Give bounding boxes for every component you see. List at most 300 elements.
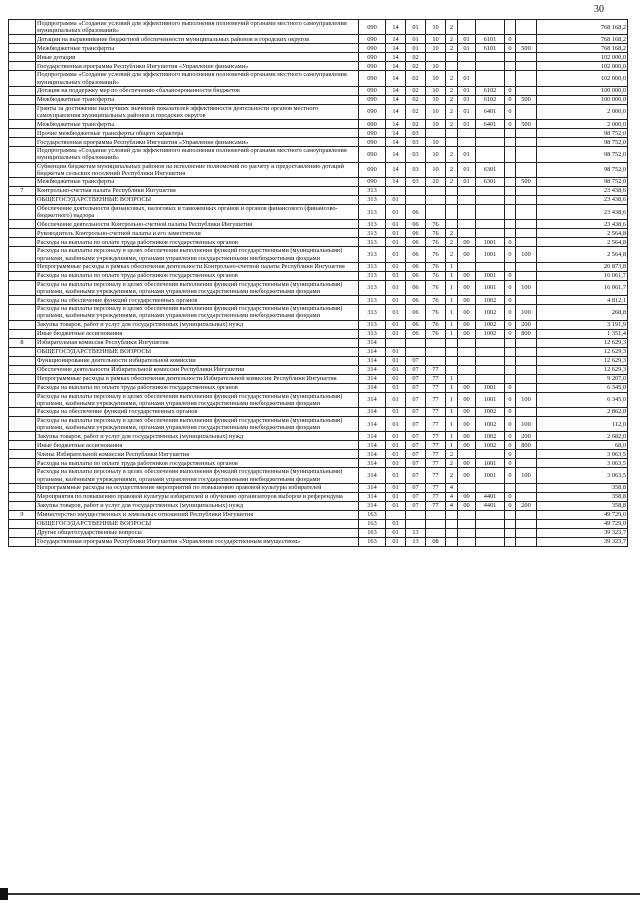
row-target-subprogram bbox=[446, 510, 458, 519]
row-target-program bbox=[426, 338, 446, 347]
row-name: Контрольно-счетная палата Республики Ингушетия bbox=[36, 187, 359, 196]
row-ministry-code: 313 bbox=[359, 271, 386, 280]
row-section-code: 01 bbox=[386, 305, 406, 320]
table-row bbox=[9, 196, 628, 205]
row-target-suffix: 0 bbox=[505, 247, 516, 262]
row-target-direction bbox=[476, 510, 505, 519]
row-number bbox=[9, 432, 36, 441]
row-target-program: 10 bbox=[426, 120, 446, 129]
row-target-event: 00 bbox=[458, 383, 476, 392]
row-target-direction: 6401 bbox=[476, 120, 505, 129]
row-section-code: 01 bbox=[386, 374, 406, 383]
row-name: Подпрограмма «Создание условий для эффективного выполнения полномочий органами местного самоуправления муниципальных образований» bbox=[36, 147, 359, 162]
row-ministry-code: 090 bbox=[359, 95, 386, 104]
row-target-program: 76 bbox=[426, 238, 446, 247]
row-ministry-code: 314 bbox=[359, 356, 386, 365]
row-name: Расходы на выплаты по оплате труда работников государственных органов bbox=[36, 238, 359, 247]
table-row bbox=[9, 86, 628, 95]
row-subsection-code: 07 bbox=[406, 392, 426, 407]
row-expense-type bbox=[516, 62, 537, 71]
row-target-event: 00 bbox=[458, 441, 476, 450]
row-target-suffix: 0 bbox=[505, 432, 516, 441]
row-target-suffix: 0 bbox=[505, 492, 516, 501]
row-target-direction: 1001 bbox=[476, 392, 505, 407]
row-section-code bbox=[386, 510, 406, 519]
table-row bbox=[9, 62, 628, 71]
table-row bbox=[9, 408, 628, 417]
row-target-direction: 1002 bbox=[476, 296, 505, 305]
row-expense-type bbox=[516, 187, 537, 196]
row-target-suffix: 0 bbox=[505, 86, 516, 95]
row-target-direction bbox=[476, 347, 505, 356]
row-name: Расходы на выплаты по оплате труда работников государственных органов bbox=[36, 459, 359, 468]
row-number: 9 bbox=[9, 510, 36, 519]
row-section-code: 14 bbox=[386, 178, 406, 187]
row-name: Иные бюджетные ассигнования bbox=[36, 329, 359, 338]
row-target-event: 00 bbox=[458, 392, 476, 407]
row-expense-type bbox=[516, 383, 537, 392]
row-target-subprogram: 1 bbox=[446, 320, 458, 329]
row-expense-type bbox=[516, 238, 537, 247]
row-target-subprogram: 1 bbox=[446, 392, 458, 407]
row-target-program: 77 bbox=[426, 459, 446, 468]
row-target-suffix bbox=[505, 356, 516, 365]
row-ministry-code: 313 bbox=[359, 187, 386, 196]
row-target-event bbox=[458, 528, 476, 537]
row-target-subprogram: 1 bbox=[446, 329, 458, 338]
table-row bbox=[9, 492, 628, 501]
row-expense-type: 500 bbox=[516, 120, 537, 129]
row-target-event: 00 bbox=[458, 247, 476, 262]
row-expense-type bbox=[516, 450, 537, 459]
row-amount: 768 168,2 bbox=[537, 44, 628, 53]
row-expense-type bbox=[516, 147, 537, 162]
row-subsection-code: 06 bbox=[406, 271, 426, 280]
row-target-event bbox=[458, 262, 476, 271]
row-target-suffix bbox=[505, 537, 516, 546]
row-section-code: 01 bbox=[386, 205, 406, 220]
row-target-program: 10 bbox=[426, 20, 446, 35]
row-name: Расходы на выплаты персоналу в целях обеспечения выполнения функций государственными (муниципальными) органами, казёнными учреждениями, органами управления государственными внебюджетными фондами bbox=[36, 417, 359, 432]
table-row bbox=[9, 510, 628, 519]
row-amount: 102 000,0 bbox=[537, 53, 628, 62]
row-target-program: 76 bbox=[426, 305, 446, 320]
row-section-code: 01 bbox=[386, 320, 406, 329]
row-section-code: 14 bbox=[386, 62, 406, 71]
row-name: Непрограммные расходы на осуществление мероприятий по повышению правовой культуры избирателей bbox=[36, 483, 359, 492]
row-target-direction: 1002 bbox=[476, 408, 505, 417]
row-target-direction bbox=[476, 338, 505, 347]
row-section-code: 01 bbox=[386, 383, 406, 392]
row-ministry-code: 314 bbox=[359, 338, 386, 347]
row-subsection-code: 07 bbox=[406, 383, 426, 392]
row-target-suffix: 0 bbox=[505, 305, 516, 320]
page-bottom-rule bbox=[0, 893, 640, 895]
table-row bbox=[9, 238, 628, 247]
row-name: Расходы на выплаты персоналу в целях обеспечения выполнения функций государственными (муниципальными) органами, казёнными учреждениями, органами управления государственными внебюджетными фондами bbox=[36, 305, 359, 320]
row-target-direction: 1002 bbox=[476, 320, 505, 329]
row-target-subprogram: 1 bbox=[446, 441, 458, 450]
row-target-subprogram bbox=[446, 528, 458, 537]
row-target-suffix bbox=[505, 220, 516, 229]
row-target-event bbox=[458, 205, 476, 220]
row-number bbox=[9, 356, 36, 365]
row-number bbox=[9, 220, 36, 229]
row-target-direction: 1002 bbox=[476, 432, 505, 441]
row-amount: 12 629,3 bbox=[537, 356, 628, 365]
table-row bbox=[9, 432, 628, 441]
row-number bbox=[9, 468, 36, 483]
row-target-subprogram: 2 bbox=[446, 238, 458, 247]
row-amount: 23 438,6 bbox=[537, 187, 628, 196]
row-ministry-code: 314 bbox=[359, 468, 386, 483]
row-subsection-code: 07 bbox=[406, 501, 426, 510]
row-target-program: 76 bbox=[426, 271, 446, 280]
row-target-program: 76 bbox=[426, 280, 446, 295]
row-subsection-code: 07 bbox=[406, 483, 426, 492]
row-section-code: 14 bbox=[386, 162, 406, 177]
row-number bbox=[9, 20, 36, 35]
row-target-program: 76 bbox=[426, 296, 446, 305]
row-amount: 23 438,6 bbox=[537, 196, 628, 205]
row-target-subprogram: 2 bbox=[446, 459, 458, 468]
row-subsection-code: 06 bbox=[406, 305, 426, 320]
row-name: Подпрограмма «Создание условий для эффективного выполнения полномочий органами местного самоуправления муниципальных образований» bbox=[36, 20, 359, 35]
row-name: Государственная программа Республики Ингушетия «Управление государственным имуществом» bbox=[36, 537, 359, 546]
row-name: Расходы на выплаты персоналу в целях обеспечения выполнения функций государственными (муниципальными) органами, казёнными учреждениями, органами управления государственными внебюджетными фондами bbox=[36, 392, 359, 407]
row-target-suffix: 0 bbox=[505, 95, 516, 104]
row-ministry-code: 090 bbox=[359, 20, 386, 35]
row-target-suffix: 0 bbox=[505, 468, 516, 483]
row-target-subprogram bbox=[446, 365, 458, 374]
row-ministry-code: 314 bbox=[359, 408, 386, 417]
row-target-event: 01 bbox=[458, 95, 476, 104]
row-section-code: 01 bbox=[386, 196, 406, 205]
row-ministry-code: 090 bbox=[359, 104, 386, 119]
row-amount: 3 191,9 bbox=[537, 320, 628, 329]
row-name: Расходы на выплаты персоналу в целях обеспечения выполнения функций государственными (муниципальными) органами, казёнными учреждениями, органами управления государственными внебюджетными фондами bbox=[36, 280, 359, 295]
row-amount: 2 564,8 bbox=[537, 247, 628, 262]
row-expense-type bbox=[516, 528, 537, 537]
row-expense-type: 200 bbox=[516, 320, 537, 329]
row-section-code: 01 bbox=[386, 441, 406, 450]
row-subsection-code: 06 bbox=[406, 320, 426, 329]
row-target-suffix: 0 bbox=[505, 280, 516, 295]
row-target-direction bbox=[476, 365, 505, 374]
row-target-direction bbox=[476, 196, 505, 205]
row-expense-type bbox=[516, 483, 537, 492]
row-expense-type bbox=[516, 296, 537, 305]
row-section-code: 01 bbox=[386, 492, 406, 501]
row-target-event bbox=[458, 187, 476, 196]
row-expense-type: 100 bbox=[516, 468, 537, 483]
row-target-event bbox=[458, 62, 476, 71]
row-target-subprogram bbox=[446, 138, 458, 147]
row-target-program bbox=[426, 510, 446, 519]
row-name: Прочие межбюджетные трансферты общего характера bbox=[36, 129, 359, 138]
row-section-code: 01 bbox=[386, 408, 406, 417]
row-subsection-code: 03 bbox=[406, 162, 426, 177]
row-target-subprogram: 1 bbox=[446, 262, 458, 271]
row-target-suffix: 0 bbox=[505, 44, 516, 53]
table-row bbox=[9, 450, 628, 459]
row-expense-type bbox=[516, 365, 537, 374]
row-section-code: 01 bbox=[386, 537, 406, 546]
row-target-direction: 1002 bbox=[476, 441, 505, 450]
row-number: 8 bbox=[9, 338, 36, 347]
row-section-code: 01 bbox=[386, 528, 406, 537]
row-target-direction: 1002 bbox=[476, 417, 505, 432]
row-expense-type: 100 bbox=[516, 392, 537, 407]
row-subsection-code: 07 bbox=[406, 468, 426, 483]
table-row bbox=[9, 459, 628, 468]
row-target-program: 76 bbox=[426, 220, 446, 229]
row-target-subprogram: 1 bbox=[446, 305, 458, 320]
row-target-subprogram: 2 bbox=[446, 247, 458, 262]
row-name: Мероприятия по повышению правовой культуры избирателей и обучению организаторов выборов и референдума bbox=[36, 492, 359, 501]
row-target-event bbox=[458, 229, 476, 238]
row-target-event bbox=[458, 196, 476, 205]
row-target-program: 76 bbox=[426, 229, 446, 238]
row-target-suffix bbox=[505, 374, 516, 383]
row-ministry-code: 163 bbox=[359, 510, 386, 519]
row-expense-type: 100 bbox=[516, 280, 537, 295]
table-row bbox=[9, 120, 628, 129]
row-ministry-code: 163 bbox=[359, 519, 386, 528]
row-target-direction: 1001 bbox=[476, 468, 505, 483]
row-amount: 23 438,6 bbox=[537, 205, 628, 220]
row-target-subprogram: 2 bbox=[446, 468, 458, 483]
row-target-event bbox=[458, 365, 476, 374]
row-target-subprogram: 4 bbox=[446, 501, 458, 510]
row-expense-type bbox=[516, 220, 537, 229]
row-name: Непрограммные расходы в рамках обеспечения деятельности Контрольно-счетной палаты Республики Ингушетия bbox=[36, 262, 359, 271]
row-number bbox=[9, 537, 36, 546]
row-target-program: 77 bbox=[426, 450, 446, 459]
row-section-code bbox=[386, 338, 406, 347]
row-name: Руководитель Контрольно-счетной палаты и его заместители bbox=[36, 229, 359, 238]
row-number bbox=[9, 178, 36, 187]
row-subsection-code bbox=[406, 519, 426, 528]
row-section-code: 14 bbox=[386, 20, 406, 35]
row-expense-type bbox=[516, 374, 537, 383]
row-ministry-code: 090 bbox=[359, 86, 386, 95]
row-number bbox=[9, 347, 36, 356]
row-target-program: 77 bbox=[426, 492, 446, 501]
row-name: ОБЩЕГОСУДАРСТВЕННЫЕ ВОПРОСЫ bbox=[36, 347, 359, 356]
row-amount: 768 168,2 bbox=[537, 35, 628, 44]
row-target-direction: 1002 bbox=[476, 305, 505, 320]
table-row bbox=[9, 296, 628, 305]
row-number bbox=[9, 35, 36, 44]
row-target-program: 77 bbox=[426, 417, 446, 432]
row-name: Министерство имущественных и земельных отношений Республики Ингушетия bbox=[36, 510, 359, 519]
row-section-code: 14 bbox=[386, 53, 406, 62]
row-number bbox=[9, 320, 36, 329]
row-target-event: 00 bbox=[458, 459, 476, 468]
row-number bbox=[9, 238, 36, 247]
row-target-suffix: 0 bbox=[505, 501, 516, 510]
row-section-code: 01 bbox=[386, 483, 406, 492]
row-ministry-code: 314 bbox=[359, 392, 386, 407]
row-number bbox=[9, 459, 36, 468]
row-name: Дотация на поддержку мер по обеспечению сбалансированности бюджетов bbox=[36, 86, 359, 95]
row-expense-type: 100 bbox=[516, 305, 537, 320]
row-ministry-code: 313 bbox=[359, 196, 386, 205]
row-target-program: 10 bbox=[426, 104, 446, 119]
page-number: 30 bbox=[594, 4, 604, 15]
row-name: Субвенции бюджетам муниципальных районов на исполнение полномочий по расчету и предоставлению дотаций бюджетам сельских поселений Республики Ингушетия bbox=[36, 162, 359, 177]
row-target-suffix: 0 bbox=[505, 383, 516, 392]
row-target-direction bbox=[476, 129, 505, 138]
row-number bbox=[9, 492, 36, 501]
table-row bbox=[9, 305, 628, 320]
row-target-direction bbox=[476, 450, 505, 459]
row-target-suffix bbox=[505, 347, 516, 356]
row-number bbox=[9, 501, 36, 510]
row-subsection-code: 02 bbox=[406, 53, 426, 62]
row-number bbox=[9, 247, 36, 262]
row-target-suffix: 0 bbox=[505, 238, 516, 247]
row-ministry-code: 314 bbox=[359, 432, 386, 441]
table-row bbox=[9, 501, 628, 510]
row-amount: 2 564,8 bbox=[537, 229, 628, 238]
row-target-event: 01 bbox=[458, 44, 476, 53]
row-subsection-code: 07 bbox=[406, 356, 426, 365]
row-target-program: 77 bbox=[426, 441, 446, 450]
row-ministry-code: 313 bbox=[359, 329, 386, 338]
row-amount: 23 438,6 bbox=[537, 220, 628, 229]
row-target-subprogram: 1 bbox=[446, 280, 458, 295]
row-ministry-code: 313 bbox=[359, 305, 386, 320]
row-subsection-code: 06 bbox=[406, 262, 426, 271]
row-section-code: 01 bbox=[386, 365, 406, 374]
table-row bbox=[9, 365, 628, 374]
row-name: Закупка товаров, работ и услуг для государственных (муниципальных) нужд bbox=[36, 501, 359, 510]
row-target-subprogram: 1 bbox=[446, 271, 458, 280]
table-row bbox=[9, 205, 628, 220]
row-number bbox=[9, 519, 36, 528]
row-expense-type: 200 bbox=[516, 501, 537, 510]
row-target-direction bbox=[476, 262, 505, 271]
row-target-subprogram: 2 bbox=[446, 71, 458, 86]
row-ministry-code: 090 bbox=[359, 35, 386, 44]
row-name: Расходы на выплаты персоналу в целях обеспечения выполнения функций государственными (муниципальными) органами, казёнными учреждениями, органами управления государственными внебюджетными фондами bbox=[36, 468, 359, 483]
row-target-program: 77 bbox=[426, 408, 446, 417]
row-number bbox=[9, 280, 36, 295]
row-amount: 268,8 bbox=[537, 305, 628, 320]
row-amount: 98 752,0 bbox=[537, 147, 628, 162]
row-expense-type bbox=[516, 229, 537, 238]
row-subsection-code: 03 bbox=[406, 147, 426, 162]
row-ministry-code: 314 bbox=[359, 459, 386, 468]
table-row bbox=[9, 187, 628, 196]
row-target-subprogram bbox=[446, 338, 458, 347]
row-ministry-code: 090 bbox=[359, 53, 386, 62]
row-target-program: 10 bbox=[426, 178, 446, 187]
row-amount: 12 629,3 bbox=[537, 338, 628, 347]
row-amount: 9 207,0 bbox=[537, 374, 628, 383]
row-number bbox=[9, 271, 36, 280]
row-target-suffix: 0 bbox=[505, 441, 516, 450]
row-ministry-code: 314 bbox=[359, 501, 386, 510]
row-amount: 98 752,0 bbox=[537, 138, 628, 147]
row-name: Обеспечение деятельности Избирательной комиссии Республики Ингушетия bbox=[36, 365, 359, 374]
row-target-suffix: 0 bbox=[505, 320, 516, 329]
row-section-code: 01 bbox=[386, 271, 406, 280]
row-target-suffix: 0 bbox=[505, 329, 516, 338]
row-ministry-code: 163 bbox=[359, 537, 386, 546]
row-ministry-code: 090 bbox=[359, 162, 386, 177]
row-target-subprogram: 4 bbox=[446, 492, 458, 501]
row-name: Закупка товаров, работ и услуг для государственных (муниципальных) нужд bbox=[36, 432, 359, 441]
row-target-suffix bbox=[505, 229, 516, 238]
row-number bbox=[9, 53, 36, 62]
row-name: Гранты за достижение наилучших значений показателей эффективности деятельности органов местного самоуправления муниципальных районов и городских округов bbox=[36, 104, 359, 119]
row-number bbox=[9, 86, 36, 95]
row-target-suffix: 0 bbox=[505, 120, 516, 129]
row-ministry-code: 313 bbox=[359, 229, 386, 238]
row-section-code: 01 bbox=[386, 296, 406, 305]
row-target-program: 10 bbox=[426, 162, 446, 177]
row-name: Межбюджетные трансферты bbox=[36, 95, 359, 104]
row-target-event: 00 bbox=[458, 329, 476, 338]
row-expense-type bbox=[516, 347, 537, 356]
row-expense-type: 500 bbox=[516, 178, 537, 187]
row-target-event bbox=[458, 53, 476, 62]
row-number bbox=[9, 408, 36, 417]
row-subsection-code bbox=[406, 510, 426, 519]
row-ministry-code: 313 bbox=[359, 220, 386, 229]
row-amount: 102 000,0 bbox=[537, 71, 628, 86]
row-target-event bbox=[458, 483, 476, 492]
row-amount: 6 345,0 bbox=[537, 392, 628, 407]
row-subsection-code: 07 bbox=[406, 459, 426, 468]
row-target-subprogram: 2 bbox=[446, 162, 458, 177]
row-target-direction: 6102 bbox=[476, 86, 505, 95]
table-row bbox=[9, 338, 628, 347]
row-target-direction: 1001 bbox=[476, 280, 505, 295]
row-number bbox=[9, 528, 36, 537]
row-target-event: 00 bbox=[458, 280, 476, 295]
row-amount: 2 682,0 bbox=[537, 432, 628, 441]
table-row bbox=[9, 271, 628, 280]
row-subsection-code: 13 bbox=[406, 528, 426, 537]
row-name: Обеспечение деятельности Контрольно-счетной палаты Республики Ингушетия bbox=[36, 220, 359, 229]
row-target-program: 10 bbox=[426, 147, 446, 162]
table-row bbox=[9, 417, 628, 432]
table-row bbox=[9, 483, 628, 492]
row-ministry-code: 313 bbox=[359, 296, 386, 305]
row-target-direction bbox=[476, 483, 505, 492]
row-amount: 100 000,0 bbox=[537, 86, 628, 95]
row-subsection-code: 06 bbox=[406, 247, 426, 262]
row-target-direction bbox=[476, 205, 505, 220]
table-row bbox=[9, 537, 628, 546]
row-section-code: 14 bbox=[386, 104, 406, 119]
table-row bbox=[9, 138, 628, 147]
row-target-direction bbox=[476, 62, 505, 71]
row-target-subprogram: 2 bbox=[446, 104, 458, 119]
row-target-program: 10 bbox=[426, 138, 446, 147]
table-row bbox=[9, 280, 628, 295]
row-ministry-code: 313 bbox=[359, 247, 386, 262]
row-ministry-code: 313 bbox=[359, 238, 386, 247]
row-target-direction bbox=[476, 20, 505, 35]
row-target-suffix bbox=[505, 205, 516, 220]
row-target-subprogram: 2 bbox=[446, 450, 458, 459]
row-amount: 2 000,0 bbox=[537, 120, 628, 129]
